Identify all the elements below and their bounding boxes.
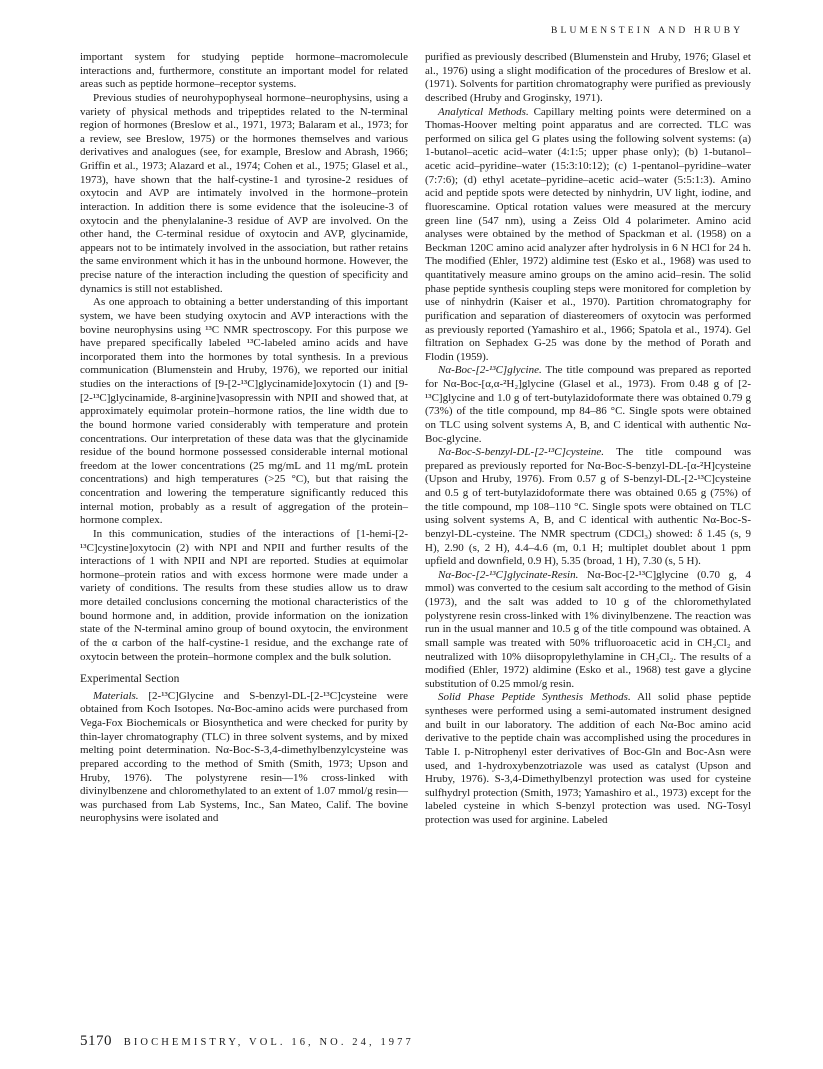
paragraph (425, 569, 751, 692)
run-in-heading: Analytical Methods. (438, 105, 529, 118)
run-in-heading: Nα-Boc-S-benzyl-DL-[2-¹³C]cysteine. (438, 446, 605, 459)
run-in-heading: Nα-Boc-[2-¹³C]glycinate-Resin. (438, 568, 579, 581)
paragraph (425, 106, 751, 365)
paragraph (425, 691, 751, 827)
journal-citation: BIOCHEMISTRY, VOL. 16, NO. 24, 1977 (123, 1037, 414, 1048)
run-in-heading: Nα-Boc-[2-¹³C]glycine. (438, 364, 542, 377)
page-footer (80, 1033, 414, 1050)
section-heading: Experimental Section (80, 673, 180, 686)
paragraph-text: [2-¹³C]Glycine and S-benzyl-DL-[2-¹³C]cysteine were obtained from Koch Isotopes. Nα-Boc-amino acids were purchased from Vega-Fox Biochemicals or Biosynthetica and were checked for purity by thin-layer chromatography (TLC) in three solvent systems, and by mixed melting point determination. Nα-Boc-S-3,4-dimethylbenzylcysteine was prepared according to the method of Smith (Smith, 1973; Upson and Hruby, 1976). The polystyrene resin—1% cross-linked with divinylbenzene and chloromethylated to an extent of 1.07 mmol/g resin—was purchased from Lab Systems, Inc., San Mateo, Calif. The bovine neurophysins were isolated and (80, 689, 408, 825)
paragraph: Previous studies of neurohypophyseal hormone–neurophysins, using a variety of physical methods and tripeptides related to the N-terminal region of hormones (Breslow et al., 1971, 1973; Balaram et al., 1973; for a review, see Breslow, 1975) or the hormones themselves and various derivatives and analogues (see, for example, Breslow and Abrash, 1966; Griffin et al., 1973; Alazard et al., 1974; Cohen et al., 1975; Glasel et al., 1973), have shown that the half-cystine-1 and tyrosine-2 residues of oxytocin and AVP are intimately involved in the hormone–protein interaction. In addition there is some evidence that the isoleucine-3 of oxytocin and the phenylalanine-3 residue of AVP are involved. On the other hand, the C-terminal residue of oxytocin and AVP, glycinamide, appears not to be intimately involved in the association, but rather retains the same environment which it has in the unbound hormone. However, the precise nature of the interaction including the question of specificity and dynamics is still not established. (80, 91, 408, 295)
paragraph (425, 51, 751, 106)
paragraph (80, 690, 408, 826)
paragraph-text: Capillary melting points were determined on a Thomas-Hoover melting point apparatus and are corrected. TLC was performed on silica gel G plates using the following solvent systems: (a) 1-butanol–acetic acid–water (4:1:5; upper phase only); (b) 1-butanol–acetic acid–pyridine–water (15:3:10:12); (c) 1-pentanol–pyridine–water (7:7:6); (d) ethyl acetate–pyridine–acetic acid–water (5:5:1:3). Amino acid and peptide spots were detected by ninhydrin, UV light, iodine, and fluorescamine. Optical rotation values were measured at the mercury green line (547 nm), using a Zeiss Old 4 polarimeter. Amino acid analyses were obtained by the method of Spackman et al. (1958) on a Beckman 120C amino acid analyzer after hydrolysis in 6 N HCl for 24 h. The modified (Ehler, 1972) aldimine test (Esko et al., 1968) was used to quantitatively measure amino groups on the amino acid–resin. The solid phase peptide synthesis coupling steps were monitored for completion by use of ninhydrin (Kaiser et al., 1970). Partition chromatography for purification and separation of diastereomers of oxytocin was performed as previously reported (Yamashiro et al., 1966; Spatola et al., 1974). Gel filtration on Sephadex G-25 was done by the method of Porath and Flodin (1959). (425, 105, 751, 363)
run-in-heading: Materials. (93, 689, 139, 702)
paragraph-text: The title compound was prepared as reported for Nα-Boc-[α,α-²H₂]glycine (Glasel et al., 1973). From 0.48 g of [2-¹³C]glycine and 1.0 g of tert-butylazidoformate there was obtained 0.79 g (73%) of the title compound, mp 84–86 °C. Single spots were obtained on TLC using solvent systems A, B, and C identical with authentic Nα-Boc-glycine. (425, 364, 751, 445)
paragraph-text: All solid phase peptide syntheses were performed using a semi-automated instrument designed and built in our laboratory. The addition of each Nα-Boc amino acid derivative to the peptide chain was accomplished using the procedures in Table I. p-Nitrophenyl ester derivatives of Boc-Gln and Boc-Asn were used, and 1-hydroxybenzotriazole was used as catalyst (Upson and Hruby, 1976). S-3,4-Dimethylbenzyl protection was used for cysteine sulfhydryl protection (Smith, 1973; Yamashiro et al., 1973) except for the labeled cysteine in which S-benzyl protection was used. NG-Tosyl protection was used for arginine. Labeled (425, 691, 751, 826)
paragraph: important system for studying peptide hormone–macromolecule interactions and, furthermore, constitute an important model for related areas such as peptide hormone–receptor systems. (80, 51, 408, 91)
run-in-heading: Solid Phase Peptide Synthesis Methods. (438, 691, 631, 704)
right-column (425, 51, 751, 828)
paragraph: As one approach to obtaining a better understanding of this important system, we have been studying oxytocin and AVP interactions with the bovine neurophysins using ¹³C NMR spectroscopy. For this purpose we have prepared specifically labeled ¹³C-labeled amino acids and have incorporated them into the hormones by total synthesis. In a previous communication (Blumenstein and Hruby, 1976), we reported our initial studies on the interactions of [9-[2-¹³C]glycinamide]oxytocin (1) and [9-[2-¹³C]glycinamide, 8-arginine]vasopressin with NPII and showed that, at approximately equimolar protein–hormone ratios, the line width due to the bound hormone varied considerably with temperature and protein concentrations. Our interpretation of these data was that the glycinamide residue of the bound hormone possessed considerable internal motional freedom at the lower concentrations (25 mg/mL and 11 mg/mL protein concentrations) and high temperatures (>25 °C), but that raising the concentration and lowering the temperature significantly reduced this internal motion, probably as a result of aggregation of the protein–hormone complex. (80, 296, 408, 527)
paragraph-text: purified as previously described (Blumenstein and Hruby, 1976; Glasel et al., 1976) using a slight modification of the procedures of Breslow et al. (1971). Solvents for partition chromatography were purified as previously described (Hruby and Groginsky, 1971). (425, 51, 751, 104)
left-column (80, 51, 408, 826)
paragraph-text: Nα-Boc-[2-¹³C]glycine (0.70 g, 4 mmol) was converted to the cesium salt according to the method of Gisin (1973), and the salt was added to 10 g of the chloromethylated polystyrene resin cross-linked with 1% divinylbenzene. The reaction was run in the usual manner and 10.5 g of the title compound was obtained. A small sample was treated with 50% trifluoroacetic acid in CH₂Cl₂ and neutralized with 10% diisopropylethylamine in CH₂Cl₂. The results of a modified (Ehler, 1972) aldimine (Esko et al., 1968) test gave a glycine substitution of 0.25 mmol/g resin. (425, 568, 751, 690)
paragraph: In this communication, studies of the interactions of [1-hemi-[2-¹³C]cystine]oxytocin (2) with NPI and NPII and further results of the interactions of 1 with NPII and NPI are reported. Studies at equimolar hormone–protein ratios and with excess hormone were made under a variety of conditions. The results from these studies allow us to draw more detailed conclusions concerning the motional characteristics of the bound hormone and, in addition, provide information on the ionization state of the N-terminal amino group of bound oxytocin, the environment of the α carbon of the half-cystine-1 residue, and the exchange rate of oxytocin between the protein–hormone complex and the bulk solution. (80, 527, 408, 663)
running-head: BLUMENSTEIN AND HRUBY (551, 26, 744, 36)
paragraph (425, 364, 751, 446)
paragraph-text: The title compound was prepared as previously reported for Nα-Boc-S-benzyl-DL-[α-²H]cysteine (Upson and Hruby, 1976). From 0.57 g of S-benzyl-DL-[2-¹³C]cysteine and 0.5 g of tert-butylazidoformate there was obtained 0.65 g (75%) of the title compound, mp 108–110 °C. Single spots were obtained on TLC using solvent systems A, B, and C identical with authentic Nα-Boc-S-benzyl-DL-cysteine. The NMR spectrum (CDCl₃) showed: δ 1.45 (s, 9 H), 2.90 (s, 2 H), 4.4–4.6 (m, 0.1 H; multiplet doublet about 1 ppm upfield and downfield, 0.9 H), 5.35 (broad, 1 H), 7.30 (s, 5 H). (425, 446, 751, 568)
paragraph (425, 446, 751, 569)
page-number: 5170 (80, 1033, 112, 1049)
